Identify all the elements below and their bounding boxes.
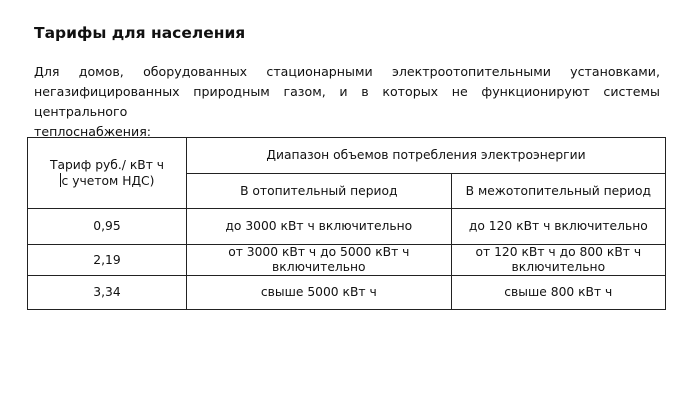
tariff-header-cell — [28, 138, 187, 209]
table-header-row — [28, 138, 666, 174]
non-heating-cell: до 120 кВт ч включительно — [451, 209, 665, 245]
paragraph-line-1: Для домов, оборудованных стационарными электроотопительными установками, — [34, 64, 660, 79]
paragraph-line-3: теплоснабжения: — [34, 124, 152, 139]
heating-period-header: В отопительный период — [186, 174, 451, 209]
document-title: Тарифы для населения — [34, 24, 246, 42]
table-row — [28, 245, 666, 276]
text-cursor — [60, 173, 61, 187]
non-heating-cell: от 120 кВт ч до 800 кВт ч включительно — [451, 245, 665, 276]
table-row — [28, 276, 666, 310]
non-heating-period-header: В межотопительный период — [451, 174, 665, 209]
table-row — [28, 209, 666, 245]
tariff-cell: 0,95 — [28, 209, 187, 245]
tariff-header-line-2-wrap — [34, 173, 180, 189]
tariff-header-line-2: с учетом НДС) — [61, 173, 155, 188]
heating-cell: свыше 5000 кВт ч — [186, 276, 451, 310]
heating-cell: до 3000 кВт ч включительно — [186, 209, 451, 245]
tariff-header-line-1: Тариф руб./ кВт ч — [49, 157, 165, 172]
non-heating-cell: свыше 800 кВт ч — [451, 276, 665, 310]
paragraph-line-2: негазифицированных природным газом, и в которых не функционируют системы центрального — [34, 84, 660, 119]
tariff-table — [27, 137, 666, 310]
heating-cell: от 3000 кВт ч до 5000 кВт ч включительно — [186, 245, 451, 276]
tariff-cell: 2,19 — [28, 245, 187, 276]
tariff-cell: 3,34 — [28, 276, 187, 310]
intro-paragraph — [34, 62, 660, 142]
range-header-cell: Диапазон объемов потребления электроэнергии — [186, 138, 665, 174]
